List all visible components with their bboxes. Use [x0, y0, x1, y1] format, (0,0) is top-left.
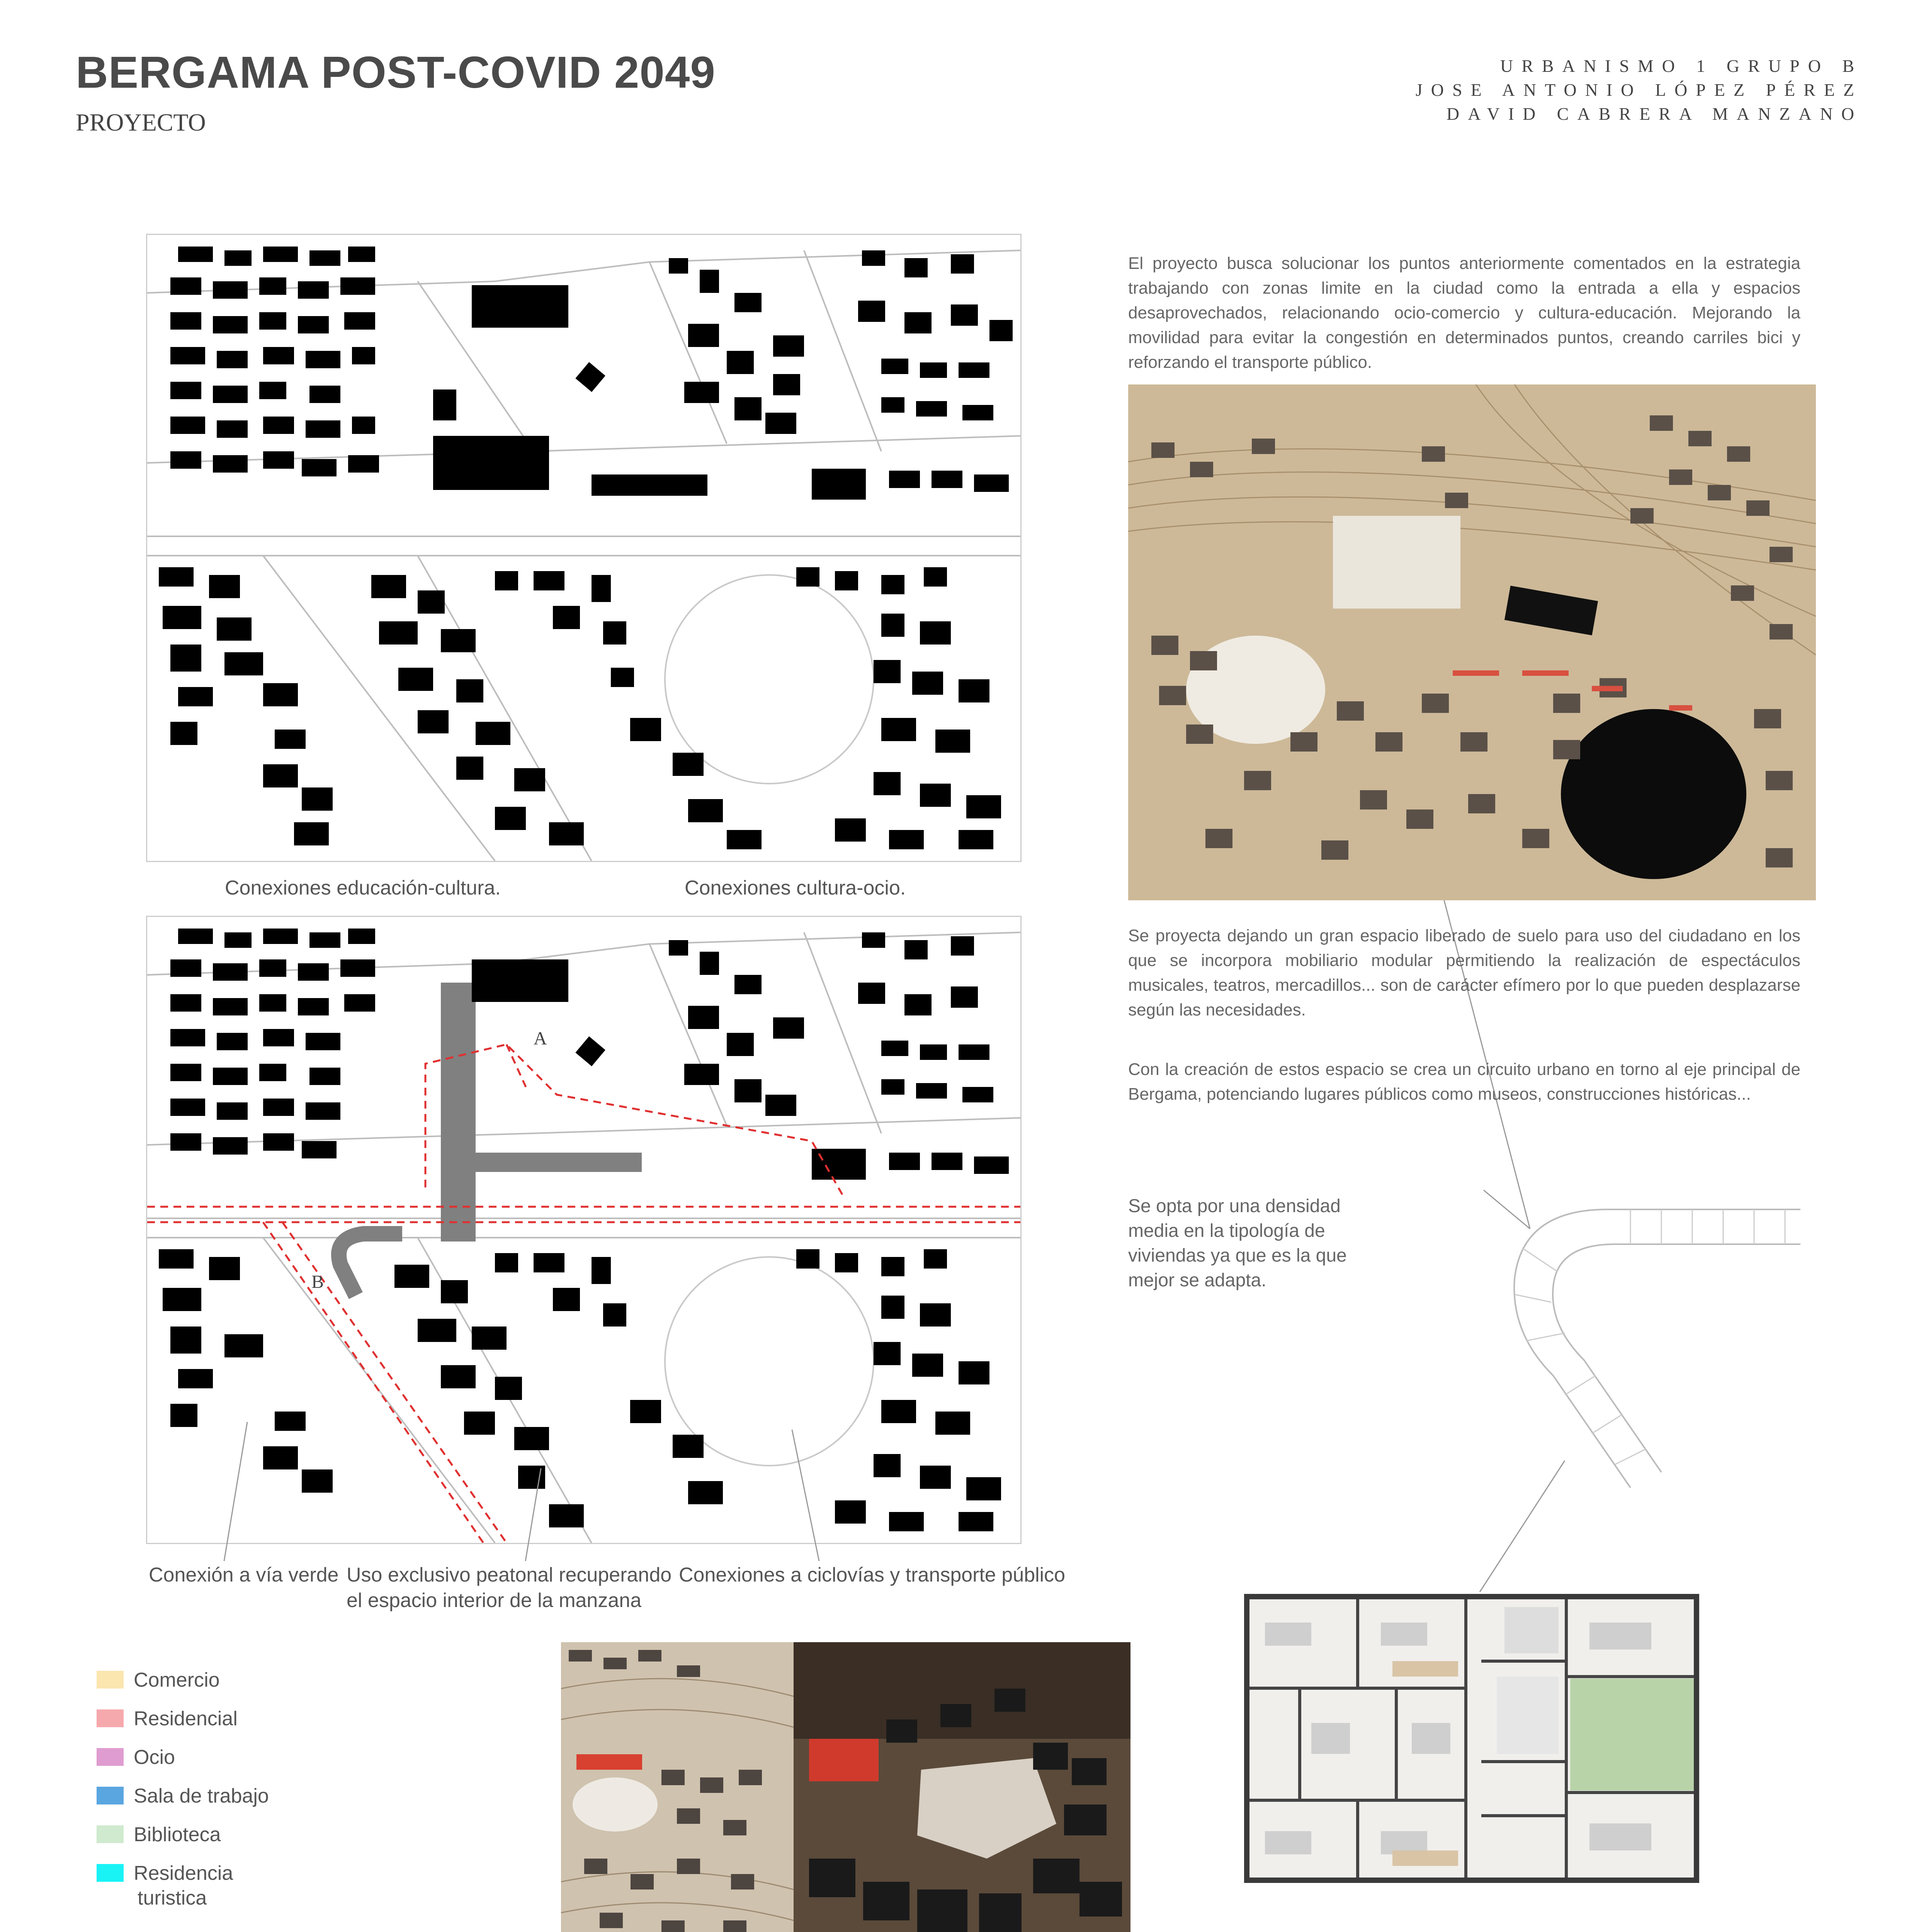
legend-swatch — [97, 1709, 124, 1727]
floor-plan-svg — [1249, 1599, 1694, 1878]
paragraph-densidad: Se opta por una densidad media en la tipología de viviendas ya que es la que mejor se adapta. — [1128, 1196, 1347, 1291]
plan-green-room — [1570, 1679, 1694, 1791]
caption-peatonal-2: el espacio interior de la manzana — [347, 1589, 642, 1612]
paragraph-espacio-liberado: Se proyecta dejando un gran espacio liberado de suelo para uso del ciudadano en los que se incorpora mobiliario modular permitiendo la realización de espectáculos musicales, teatros, mercadillos... son de carácter efímero por lo que pueden desplazarse según las necesidades. — [1128, 926, 1800, 1019]
model-photo-left — [561, 1642, 794, 1932]
legend-swatch — [97, 1748, 124, 1766]
model-photo-svg — [1128, 384, 1816, 900]
caption-cultura-ocio: Conexiones cultura-ocio. — [685, 877, 906, 899]
legend-label: Sala de trabajo — [134, 1785, 269, 1807]
caption-via-verde: Conexión a vía verde — [149, 1564, 339, 1586]
caption-ciclovias: Conexiones a ciclovías y transporte público — [679, 1564, 1066, 1586]
model-photo-main — [1128, 384, 1816, 900]
caption-peatonal-1: Uso exclusivo peatonal recuperando — [347, 1564, 672, 1586]
marker-a: A — [534, 1028, 547, 1049]
legend-swatch — [97, 1671, 124, 1689]
legend-label: Biblioteca — [134, 1823, 221, 1846]
legend-label: Residencial — [134, 1708, 238, 1730]
legend-label-continued: turistica — [138, 1887, 207, 1909]
caption-educacion-cultura: Conexiones educación-cultura. — [225, 877, 501, 899]
legend-label: Residencia — [134, 1862, 233, 1884]
model-photo-right — [794, 1642, 1130, 1932]
legend-label: Ocio — [134, 1746, 175, 1769]
author-1: JOSE ANTONIO LÓPEZ PÉREZ — [1415, 80, 1863, 100]
floor-plan — [1244, 1594, 1699, 1883]
paragraph-circuito-urbano: Con la creación de estos espacio se crea un circuito urbano en torno al eje principal de Bergama, potenciando lugares públicos como museos, construcciones históricas... — [1128, 1060, 1800, 1104]
page-title: BERGAMA POST-COVID 2049 — [76, 47, 716, 97]
legend-label: Comercio — [134, 1669, 220, 1691]
page-subtitle: PROYECTO — [76, 109, 206, 136]
model-photo-right-svg — [794, 1642, 1130, 1932]
model-photo-left-svg — [561, 1642, 794, 1932]
course-group: URBANISMO 1 GRUPO B — [1500, 56, 1863, 76]
legend-swatch — [97, 1825, 124, 1843]
marker-b: B — [311, 1272, 324, 1292]
author-2: DAVID CABRERA MANZANO — [1446, 104, 1863, 124]
legend-swatch — [97, 1787, 124, 1804]
intro-paragraph: El proyecto busca solucionar los puntos anteriormente comentados en la estrategia trabajando con zonas limite en la ciudad como la entrada a ella y espacios desaprovechados, relacionando ocio-comercio y cultura-educación. Mejorando la movilidad para evitar la congestión en determinados puntos, creando carriles bici y reforzando el transporte público. — [1128, 254, 1800, 372]
curved-block-plan — [1468, 1194, 1816, 1495]
legend-swatch — [97, 1864, 124, 1882]
